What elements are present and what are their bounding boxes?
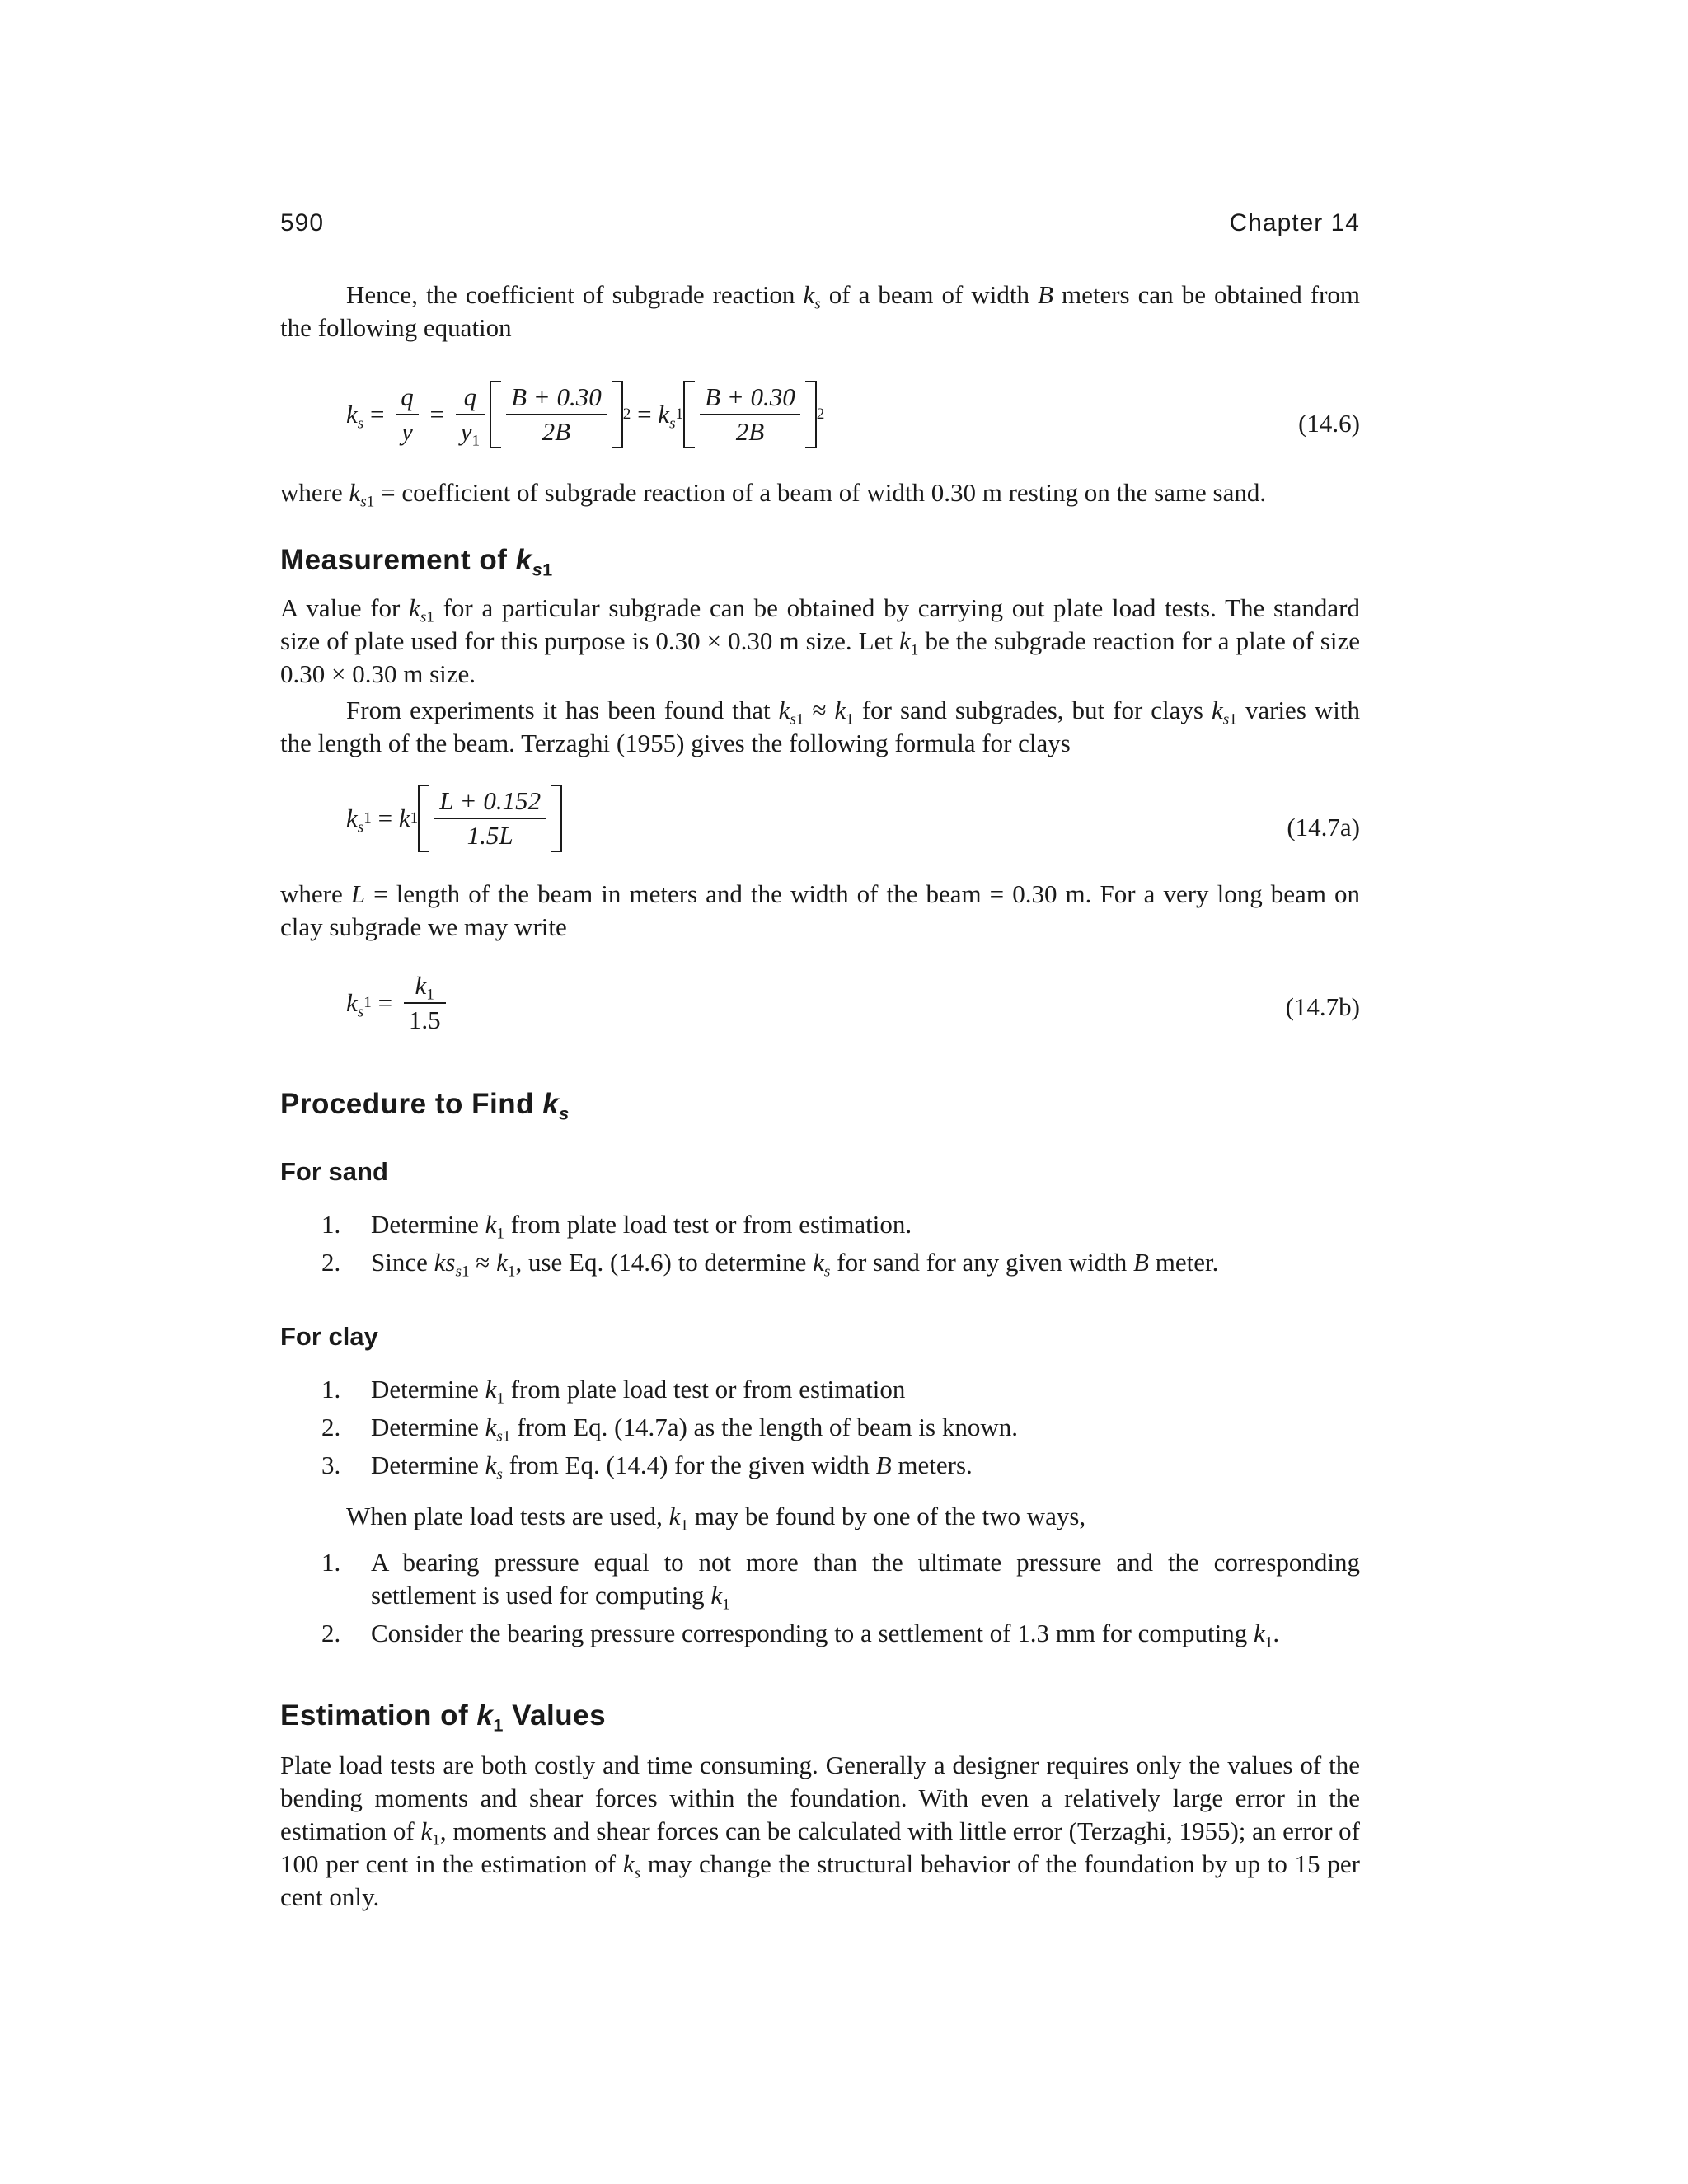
heading-estimation: Estimation of $k_1$ Values — [280, 1699, 607, 1736]
plate-load-ways-list — [321, 1546, 1360, 1655]
estimation-paragraph: Plate load tests are both costly and time consuming. Generally a designer requires only the values of the bending moments and shear forces within the foundation. With even a relatively large error in the estimation of $k_1$, moments and shear forces can be calculated with little error (Terzaghi, 1955); an error of 100 per cent in the estimation of $k_s$ may change the structural behavior of the foundation by up to 15 per cent only. — [280, 1750, 1360, 1911]
subheading-for-clay: For clay — [280, 1322, 378, 1351]
equation-number-14-6: (14.6) — [1298, 409, 1360, 438]
heading-measurement: Measurement of $k_{s1}$ — [280, 544, 553, 580]
equation-number-14-7a: (14.7a) — [1287, 813, 1360, 841]
where-L-definition: where L = length of the beam in meters and the width of the beam = 0.30 m. For a very long beam on clay subgrade we may write — [280, 879, 1361, 941]
measurement-paragraph-2: From experiments it has been found that $k_{s1} \approx k_1$ for sand subgrades, but for clays $k_{s1}$ varies with the length of the beam. Terzaghi (1955) gives the following formula for clays — [280, 696, 1360, 757]
equation-14-7b: $k_s$ 1 = $\frac{k_1}{1.5}$ — [346, 971, 451, 1035]
list-item: 2. Determine $k_{s1}$ from Eq. (14.7a) as the length of beam is known. — [321, 1413, 1018, 1446]
running-header — [280, 209, 1360, 237]
chapter-label: Chapter 14 — [1229, 209, 1360, 237]
plate-load-paragraph: When plate load tests are used, $k_1$ may be found by one of the two ways, — [346, 1502, 1086, 1535]
where-ks1-definition: where $k_{s1}$ = coefficient of subgrade reaction of a beam of width 0.30 m resting on the same sand. — [280, 478, 1267, 511]
measurement-paragraph-1: A value for $k_{s1}$ for a particular subgrade can be obtained by carrying out plate load tests. The standard size of plate used for this purpose is 0.30 × 0.30 m size. Let $k_1$ be the subgrade reaction for a plate of size 0.30 × 0.30 m size. — [280, 593, 1360, 688]
heading-procedure: Procedure to Find $k_s$ — [280, 1088, 570, 1124]
list-item: 2. Since $ks_{s1} \approx k_1$, use Eq. (14.6) to determine $k_s$ for sand for any given width B meter. — [321, 1248, 1219, 1281]
list-item: 1. Determine $k_1$ from plate load test or from estimation. — [321, 1210, 912, 1243]
list-item: 2. Consider the bearing pressure corresponding to a settlement of 1.3 mm for computing $k_1$. — [321, 1619, 1280, 1652]
intro-paragraph: Hence, the coefficient of subgrade reaction $k_s$ of a beam of width B meters can be obtained from the following equation — [280, 280, 1361, 342]
page-number: 590 — [280, 209, 325, 237]
equation-14-6: $k_s$ = $\frac{q}{y}$ = $\frac{q}{y_1}$ $\frac{B + 0.30}{2B}$ 2 = $k_s$ 1 $\frac{B + 0.30}{2B}$ 2 — [346, 382, 825, 450]
sand-steps-list — [321, 1208, 1360, 1284]
list-item: 1. Determine $k_1$ from plate load test or from estimation — [321, 1375, 906, 1408]
clay-steps-list — [321, 1373, 1360, 1487]
list-item: 1. A bearing pressure equal to not more than the ultimate pressure and the corresponding settlement is used for computing $k_1$ — [321, 1548, 1360, 1614]
equation-number-14-7b: (14.7b) — [1285, 992, 1360, 1021]
equation-14-7a: $k_s$ 1 = k 1 $\frac{L + 0.152}{1.5L}$ — [346, 785, 562, 852]
subheading-for-sand: For sand — [280, 1157, 388, 1186]
list-item: 3. Determine $k_s$ from Eq. (14.4) for the given width B meters. — [321, 1451, 973, 1483]
